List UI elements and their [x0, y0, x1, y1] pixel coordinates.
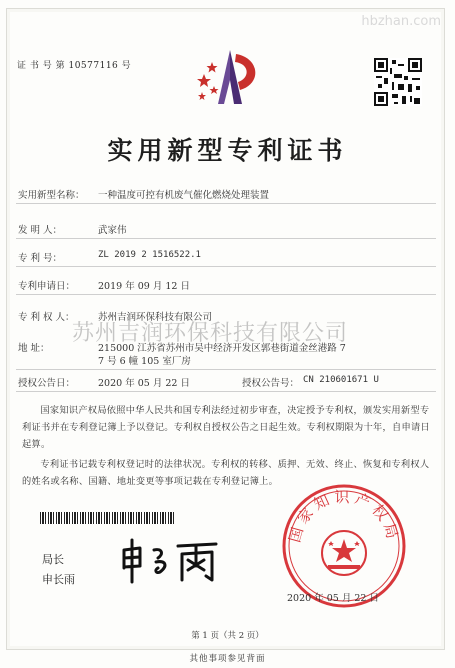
patent-number-value: ZL 2019 2 1516522.1: [98, 250, 201, 260]
document-title: 实用新型专利证书: [107, 136, 348, 165]
legal-status-paragraph: 专利证书记载专利权登记时的法律状况。专利权的转移、质押、无效、终止、恢复和专利权人的姓名或名称、国籍、地址变更等事项记载在专利登记簿上。: [22, 459, 430, 487]
reverse-side-note: 其他事项参见背面: [189, 654, 266, 664]
grant-number-value: CN 210601671 U: [303, 375, 379, 385]
director-signature-icon: [116, 536, 226, 586]
divider: [16, 203, 436, 204]
patent-office-emblem-icon: [190, 44, 268, 114]
grant-number-label: 授权公告号：: [242, 378, 300, 389]
divider: [16, 369, 436, 370]
filing-date-label: 专利申请日：: [18, 281, 76, 292]
grant-statement-paragraph: 国家知识产权局依照中华人民共和国专利法经过初步审查，决定授予专利权，颁发实用新型专利证书并在专利登记簿上予以登记。专利权自授权公告之日起生效。专利权期限为十年，自申请日起算。: [22, 405, 430, 450]
divider: [16, 238, 436, 239]
address-value-line1: 215000 江苏省苏州市吴中经济开发区郭巷街道金丝港路 7: [98, 343, 346, 354]
address-value-line2: 7 号 6 幢 105 室厂房: [98, 356, 191, 367]
inventor-value: 武家伟: [98, 225, 127, 236]
company-watermark: 苏州吉润环保科技有限公司: [72, 321, 349, 346]
certificate-number: 证 书 号 第 10577116 号: [17, 61, 132, 71]
site-watermark: hbzhan.com: [361, 14, 441, 29]
utility-model-name-value: 一种温度可控有机废气催化燃烧处理装置: [98, 190, 270, 201]
filing-date-value: 2019 年 09 月 12 日: [98, 281, 190, 292]
divider: [16, 266, 436, 267]
barcode-icon: [40, 512, 174, 524]
divider: [16, 391, 436, 392]
page-indicator: 第 1 页（共 2 页）: [191, 631, 264, 641]
patent-number-label: 专 利 号：: [18, 253, 63, 264]
director-name: 申长雨: [42, 573, 75, 586]
seal-date: 2020 年 05 月 22 日: [287, 593, 379, 604]
divider: [16, 294, 436, 295]
director-title: 局长: [42, 553, 64, 566]
svg-text:国家知识产权局: 国家知识产权局: [285, 488, 403, 545]
address-label: 地 址：: [18, 343, 50, 354]
patentee-label: 专 利 权 人：: [18, 312, 75, 323]
patentee-value: 苏州吉润环保科技有限公司: [98, 312, 213, 323]
grant-date-value: 2020 年 05 月 22 日: [98, 378, 190, 389]
grant-date-label: 授权公告日：: [18, 378, 76, 389]
inventor-label: 发 明 人：: [18, 225, 63, 236]
utility-model-name-label: 实用新型名称：: [18, 190, 85, 201]
qr-code-icon: [374, 58, 422, 106]
